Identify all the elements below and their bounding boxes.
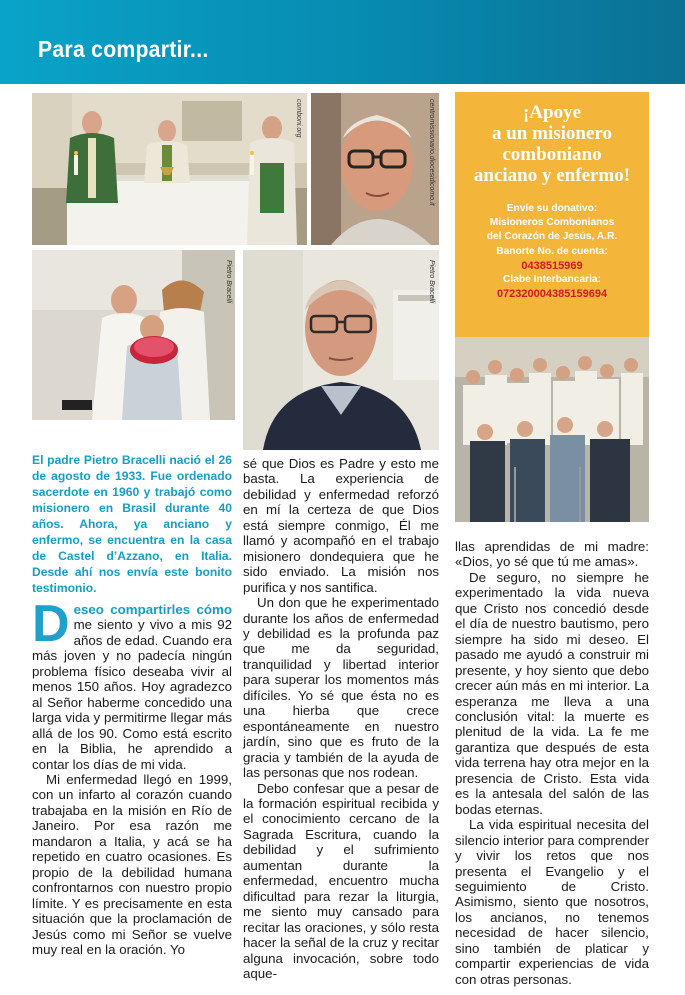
photo-birthday-cake	[32, 250, 235, 420]
account-number: 0438515969	[521, 259, 583, 272]
article-lead: eseo compartirles cómo	[73, 602, 232, 617]
ad-title-line: a un misionero	[491, 123, 612, 144]
ad-line: del Corazón de Jesús, A.R.	[486, 231, 618, 243]
photo-credit: centromissionario.diocesidicomo.it	[428, 99, 435, 206]
article-column-2	[243, 456, 439, 981]
ad-title	[455, 102, 649, 186]
paragraph: Un don que he experimentado durante los años de enfermedad y debilidad es la profunda paz que me da seguridad, tranquilidad y libertad interior para superar los momentos más difíciles. Yo sé que ésta no es una hierba que crece espontáneamente en nuestro jardín, sino que es fruto de la gracia y también de la ayuda de las personas que nos rodean.	[243, 595, 439, 781]
paragraph: Debo confesar que a pesar de la formación espiritual recibida y el conocimiento cercano de la Sagrada Escritura, cuando la debilidad y el sufrimiento aumentan durante la enfermedad, encuentro mucha dificultad para rezar la liturgia, me siento muy cansado para recitar las oraciones, y sólo resta hacer la señal de la cruz y recitar alguna invocación, sobre todo aque-	[243, 780, 439, 981]
donation-ad	[455, 92, 649, 522]
paragraph	[32, 595, 232, 772]
photo-credit: Pietro Bracelli	[428, 260, 435, 304]
paragraph: sé que Dios es Padre y esto me basta. La experiencia de debilidad y enfermedad reforzó en mí la certeza de que Dios está siempre conmigo, Él me llamó y acompañó en el trabajo misionero dondequiera que he sido enviado. La misión nos purifica y nos santifica.	[243, 456, 439, 595]
paragraph: Mi enfermedad llegó en 1999, con un infarto al corazón cuando trabajaba en la misión en Río de Janeiro. Por esa razón me mandaron a Italia, y acá se ha repetido en cuatro ocasiones. Es propio de la debilidad humana confrontarnos con nuestro propio límite. Y es precisamente en esta situación que la proclamación de Jesús como mi Señor se vuelve muy real en la oración. Yo	[32, 771, 232, 957]
section-title: Para compartir...	[38, 36, 209, 62]
ad-title-line: comboniano	[502, 144, 602, 165]
drop-cap: D	[32, 595, 70, 653]
ad-line: Envíe su donativo:	[506, 203, 598, 214]
ad-title-line: ¡Apoye	[522, 102, 582, 123]
photo-elderly-man	[243, 250, 439, 450]
clabe-number: 072320004385159694	[496, 288, 608, 301]
photo-mass-altar	[32, 93, 307, 245]
photo-credit: Pietro Bracelli	[225, 260, 232, 304]
ad-line: Banorte No. de cuenta:	[496, 245, 608, 257]
ad-title-line: anciano y enfermo!	[473, 165, 631, 186]
article-column-1	[32, 595, 232, 957]
photo-group	[455, 337, 649, 522]
clabe-label: Clabe Interbancaria:	[503, 274, 601, 286]
section-header	[0, 0, 685, 84]
paragraph-text: me siento y vivo a mis 92 años de edad. Cuando era más joven y no padecía ningún problema físico deseaba vivir al menos 150 años. Hoy agradezco al Señor haberme concedido una larga vida y permitirme llegar más allá de los 90. Como está escrito en la Biblia, he aprendido a contar los días de mi vida.	[32, 617, 232, 772]
ad-donation-info	[455, 202, 649, 301]
ad-line: Misioneros Combonianos	[489, 217, 615, 229]
photo-portrait	[311, 93, 439, 245]
article-column-3	[455, 539, 649, 987]
article-intro: El padre Pietro Bracelli nació el 26 de agosto de 1933. Fue ordenado sacerdote en 1960 y trabajó como misionero en Brasil durante 40 años. Ahora, ya anciano y enfermo, se encuentra en la casa de Castel d’Azzano, en Italia. Desde ahí nos envía este bonito testimonio.	[32, 453, 232, 595]
photo-credit: comboni.org	[295, 99, 302, 138]
paragraph: La vida espiritual necesita del silencio interior para comprender y vivir los retos que nos presenta el Evangelio y el seguimiento de Cristo. Asimismo, siento que nosotros, los ancianos, no tenemos necesidad de hacer silencio, sino también de platicar y compartir experiencias de vida con otras personas.	[455, 817, 649, 987]
paragraph: De seguro, no siempre he experimentado la vida nueva que Cristo nos concedió desde el día de nuestro bautismo, pero siempre ha sido mi deseo. El pasado me ayudó a construir mi presente, y hoy siento que debo crecer aún más en mi interior. La esperanza me lleva a una conclusión vital: la muerte es plenitud de la vida. La fe me garantiza que después de esta vida terrena hay otra mejor en la presencia de Cristo. Esta vida es la antesala del salón de las bodas eternas.	[455, 569, 649, 817]
paragraph: llas aprendidas de mi madre: «Dios, yo sé que tú me amas».	[455, 539, 649, 570]
